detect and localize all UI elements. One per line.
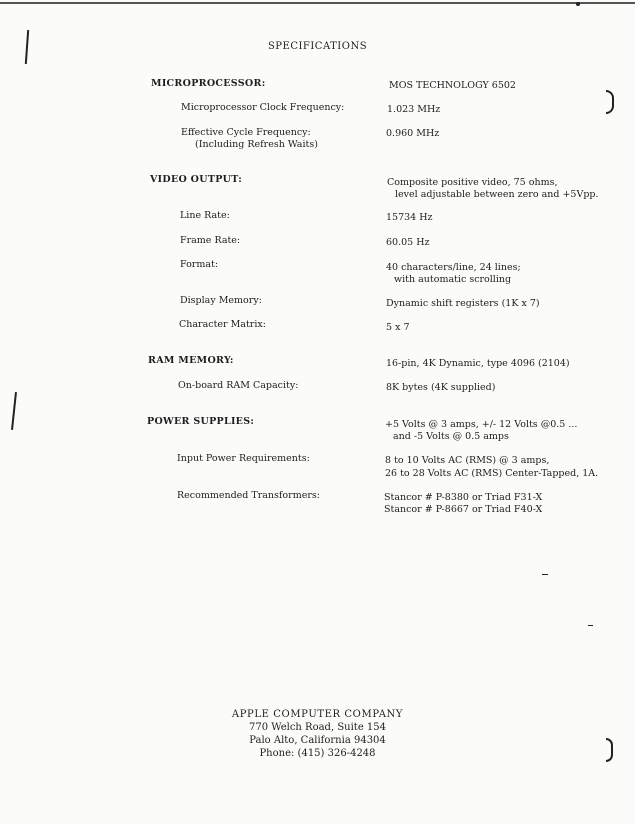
company-phone: Phone: (415) 326-4248 bbox=[259, 748, 376, 759]
video-output-heading: VIDEO OUTPUT: bbox=[150, 174, 243, 185]
power-supplies-value-line1: +5 Volts @ 3 amps, +/- 12 Volts @0.5 ... bbox=[385, 419, 578, 430]
line-rate-value: 15734 Hz bbox=[386, 212, 433, 223]
frame-rate-label: Frame Rate: bbox=[180, 235, 241, 246]
video-output-value-line1: Composite positive video, 75 ohms, bbox=[387, 177, 558, 188]
line-rate-label: Line Rate: bbox=[180, 210, 230, 221]
power-supplies-value-line2: and -5 Volts @ 0.5 amps bbox=[393, 431, 509, 442]
input-power-label: Input Power Requirements: bbox=[177, 453, 310, 464]
format-label: Format: bbox=[180, 259, 219, 270]
left-margin-mark-lower bbox=[11, 392, 17, 430]
input-power-value-line1: 8 to 10 Volts AC (RMS) @ 3 amps, bbox=[385, 455, 550, 466]
format-value-line1: 40 characters/line, 24 lines; bbox=[386, 262, 521, 273]
clock-frequency-label: Microprocessor Clock Frequency: bbox=[181, 102, 345, 113]
cycle-frequency-sublabel: (Including Refresh Waits) bbox=[195, 139, 318, 150]
ram-memory-value: 16-pin, 4K Dynamic, type 4096 (2104) bbox=[386, 358, 570, 369]
stray-speck-2 bbox=[588, 625, 593, 626]
clock-frequency-value: 1.023 MHz bbox=[387, 104, 441, 115]
ram-memory-heading: RAM MEMORY: bbox=[148, 355, 234, 366]
microprocessor-heading: MICROPROCESSOR: bbox=[151, 78, 266, 89]
company-footer bbox=[0, 708, 635, 760]
frame-rate-value: 60.05 Hz bbox=[386, 237, 430, 248]
transformers-value-line1: Stancor # P-8380 or Triad F31-X bbox=[384, 492, 543, 503]
stray-speck-1 bbox=[542, 574, 548, 575]
cycle-frequency-value: 0.960 MHz bbox=[386, 128, 440, 139]
cycle-frequency-label: Effective Cycle Frequency: bbox=[181, 127, 311, 138]
company-address-city: Palo Alto, California 94304 bbox=[249, 735, 386, 746]
company-name: APPLE COMPUTER COMPANY bbox=[231, 709, 404, 720]
company-address-street: 770 Welch Road, Suite 154 bbox=[248, 722, 387, 733]
page-title: SPECIFICATIONS bbox=[267, 41, 368, 52]
display-memory-value: Dynamic shift registers (1K x 7) bbox=[386, 298, 540, 309]
right-margin-mark-upper bbox=[606, 90, 614, 114]
top-edge-rule bbox=[0, 2, 635, 4]
microprocessor-value: MOS TECHNOLOGY 6502 bbox=[389, 80, 516, 91]
onboard-ram-label: On-board RAM Capacity: bbox=[178, 380, 299, 391]
video-output-value-line2: level adjustable between zero and +5Vpp. bbox=[395, 189, 599, 200]
character-matrix-label: Character Matrix: bbox=[179, 319, 266, 330]
format-value-line2: with automatic scrolling bbox=[394, 274, 512, 285]
power-supplies-heading: POWER SUPPLIES: bbox=[147, 416, 255, 427]
display-memory-label: Display Memory: bbox=[180, 295, 262, 306]
character-matrix-value: 5 x 7 bbox=[386, 322, 410, 333]
transformers-label: Recommended Transformers: bbox=[177, 490, 320, 501]
onboard-ram-value: 8K bytes (4K supplied) bbox=[386, 382, 496, 393]
transformers-value-line2: Stancor # P-8667 or Triad F40-X bbox=[384, 504, 543, 515]
corner-speck bbox=[576, 2, 580, 6]
input-power-value-line2: 26 to 28 Volts AC (RMS) Center-Tapped, 1A. bbox=[385, 468, 599, 479]
